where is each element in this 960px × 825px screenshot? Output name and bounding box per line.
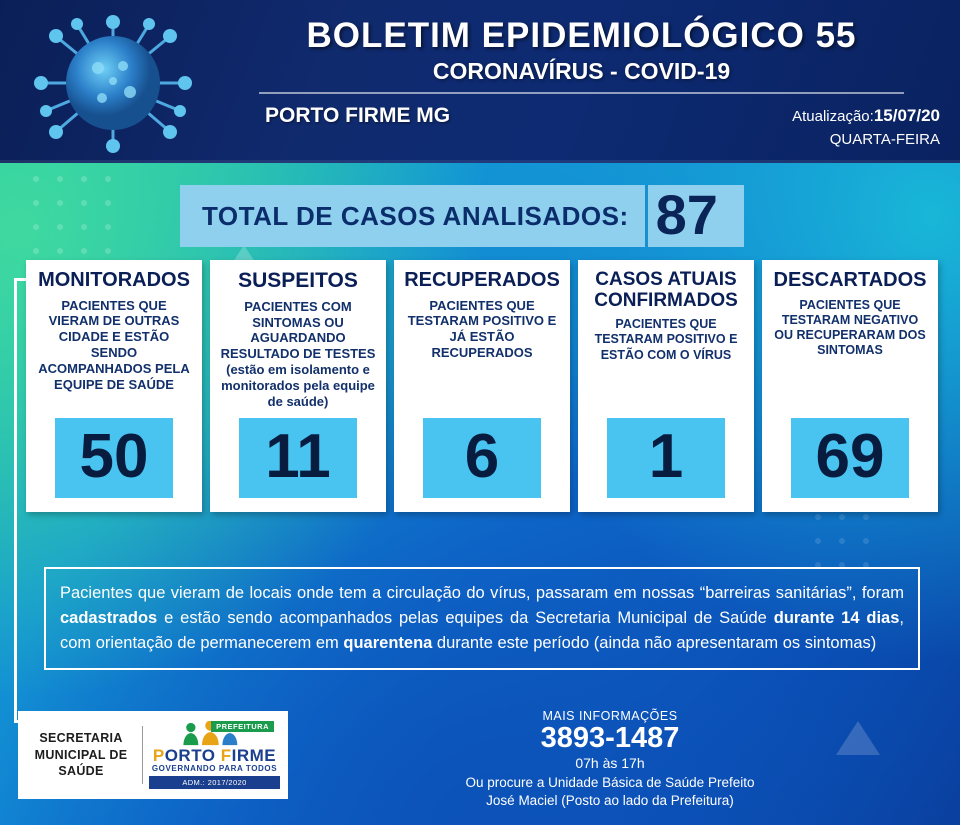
secretaria-label: SECRETARIA MUNICIPAL DE SAÚDE [34,730,128,779]
bulletin-header [0,0,960,163]
logo-box [18,711,288,799]
card-title: DESCARTADOS [773,269,927,291]
bulletin-footer [0,705,960,825]
stat-card-suspeitos [210,260,386,512]
logo-title-f: F [220,746,232,765]
logo-slogan: GOVERNANDO PARA TODOS [151,764,278,773]
update-date: 15/07/20 [873,106,940,125]
logo-title [149,747,280,764]
header-meta [215,104,940,150]
logo-title-irme: IRME [231,746,277,765]
opening-hours: 07h às 17h [575,754,645,771]
people-icon [149,721,280,747]
card-value: 50 [55,418,173,498]
contact-info [300,709,920,810]
stat-cards [26,260,938,512]
update-info [792,104,940,150]
bulletin-body [0,163,960,825]
total-cases-banner [180,185,744,247]
card-title: SUSPEITOS [238,269,358,292]
card-description: PACIENTES COM SINTOMAS OU AGUARDANDO RESULTADO DE TESTES (estão em isolamento e monitorados pela equipe de saúde) [220,298,376,409]
card-value: 69 [791,418,909,498]
more-info-label: MAIS INFORMAÇÕES [542,709,678,723]
note-bold-1: cadastrados [60,609,158,628]
total-cases-label: TOTAL DE CASOS ANALISADOS: [180,185,645,247]
card-description: PACIENTES QUE TESTARAM POSITIVO E JÁ ESTÃO RECUPERADOS [407,297,557,361]
address-line-1: Ou procure a Unidade Básica de Saúde Prefeito [465,774,755,790]
update-weekday: QUARTA-FEIRA [829,130,940,148]
stat-card-recuperados [394,260,570,512]
header-divider [259,92,904,94]
card-value: 1 [607,418,725,498]
card-title: CASOS ATUAIS CONFIRMADOS [594,269,738,311]
card-description: PACIENTES QUE TESTARAM POSITIVO E ESTÃO COM O VÍRUS [594,317,738,362]
stat-card-descartados [762,260,938,512]
update-label: Atualização: [792,108,874,125]
porto-firme-logo [149,721,280,789]
note-part-1: Pacientes que vieram de locais onde tem a circulação do vírus, passaram em nossas “barreiras sanitárias”, foram [60,584,904,602]
card-description: PACIENTES QUE TESTARAM NEGATIVO OU RECUPERARAM DOS SINTOMAS [774,297,926,358]
page-title: BOLETIM EPIDEMIOLÓGICO 55 [306,16,857,55]
stat-card-monitorados [26,260,202,512]
logo-title-p: P [152,746,165,765]
note-bold-3: quarentena [343,634,433,653]
page-subtitle: CORONAVÍRUS - COVID-19 [432,58,731,84]
logo-title-orto: ORTO [164,746,216,765]
card-value: 6 [423,418,541,498]
card-value: 11 [239,418,357,498]
coronavirus-icon [18,8,208,158]
note-part-3: , com orientação de permanecerem em [60,609,904,653]
logo-adm: ADM.: 2017/2020 [149,776,280,789]
note-bold-2: durante 14 dias [773,609,900,628]
note-part-4: durante este período (ainda não apresentaram os sintomas) [432,634,877,653]
card-description: PACIENTES QUE VIERAM DE OUTRAS CIDADE E ESTÃO SENDO ACOMPANHADOS PELA EQUIPE DE SAÚDE [38,297,190,392]
card-title: MONITORADOS [38,269,190,291]
prefeitura-tag: PREFEITURA [211,721,274,732]
phone-number: 3893-1487 [540,722,680,754]
monitored-note [44,567,920,670]
city-name: PORTO FIRME MG [265,104,451,127]
header-titles [215,16,948,94]
total-cases-value: 87 [645,185,744,247]
note-part-2: e estão sendo acompanhados pelas equipes da Secretaria Municipal de Saúde [157,609,774,628]
stat-card-casos-atuais-confirmados [578,260,754,512]
card-title: RECUPERADOS [404,269,560,291]
address-line-2: José Maciel (Posto ao lado da Prefeitura) [486,793,734,809]
logo-divider [142,726,143,784]
